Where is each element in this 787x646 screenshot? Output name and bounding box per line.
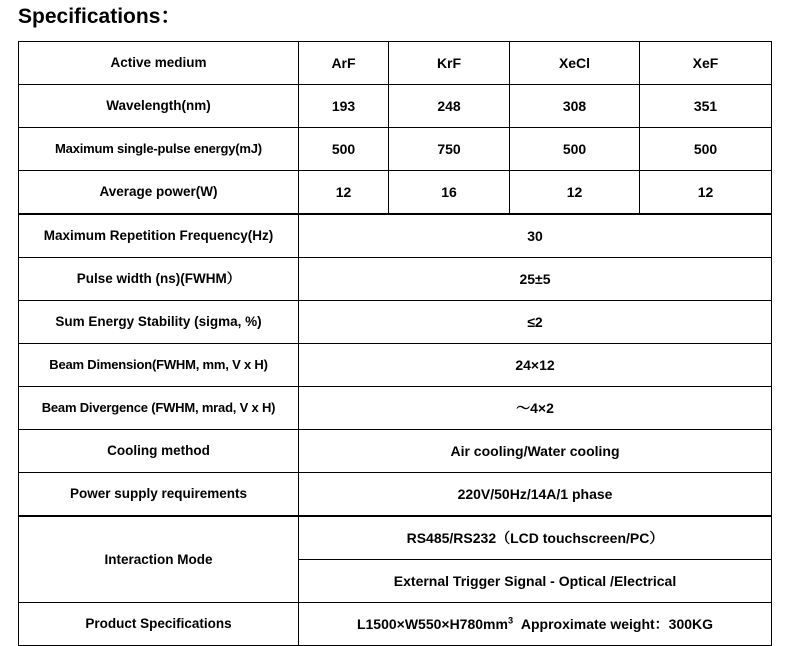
row-label-sum-energy-stability: Sum Energy Stability (sigma, %)	[19, 301, 299, 344]
cell-pulse-width-value: 25±5	[299, 258, 772, 301]
cell-max-repetition-frequency-value: 30	[299, 214, 772, 258]
table-row-power-supply-requirements	[19, 473, 772, 517]
cell-interaction-mode-trigger: External Trigger Signal - Optical /Electrical	[299, 560, 772, 603]
cell-pulse-energy-xecl: 500	[510, 128, 640, 171]
row-label-beam-divergence: Beam Divergence (FWHM, mrad, V x H)	[19, 387, 299, 430]
row-label-product-specifications: Product Specifications	[19, 603, 299, 646]
table-row-active-medium	[19, 42, 772, 85]
cell-average-power-krf: 16	[389, 171, 510, 215]
table-row-product-specifications	[19, 603, 772, 646]
row-label-beam-dimension: Beam Dimension(FWHM, mm, V x H)	[19, 344, 299, 387]
cell-power-supply-requirements-value: 220V/50Hz/14A/1 phase	[299, 473, 772, 517]
cell-pulse-energy-krf: 750	[389, 128, 510, 171]
cell-beam-dimension-value: 24×12	[299, 344, 772, 387]
table-row-sum-energy-stability	[19, 301, 772, 344]
row-label-wavelength: Wavelength(nm)	[19, 85, 299, 128]
specifications-table	[18, 41, 772, 646]
cell-average-power-xecl: 12	[510, 171, 640, 215]
cell-wavelength-arf: 193	[299, 85, 389, 128]
table-row-interaction-mode-line1	[19, 516, 772, 560]
product-dimensions-text: L1500×W550×H780mm	[356, 615, 508, 632]
row-label-pulse-width: Pulse width (ns)(FWHM）	[19, 258, 299, 301]
cell-sum-energy-stability-value: ≤2	[299, 301, 772, 344]
row-label-power-supply-requirements: Power supply requirements	[19, 473, 299, 517]
row-label-average-power: Average power(W)	[19, 171, 299, 215]
page-title: Specifications：	[18, 5, 182, 28]
cell-average-power-xef: 12	[640, 171, 772, 215]
column-header-arf: ArF	[299, 42, 389, 85]
table-row-max-repetition-frequency	[19, 214, 772, 258]
row-label-max-repetition-frequency: Maximum Repetition Frequency(Hz)	[19, 214, 299, 258]
table-row-max-single-pulse-energy	[19, 128, 772, 171]
cell-cooling-method-value: Air cooling/Water cooling	[299, 430, 772, 473]
cell-wavelength-krf: 248	[389, 85, 510, 128]
cell-pulse-energy-xef: 500	[640, 128, 772, 171]
row-label-active-medium: Active medium	[19, 42, 299, 85]
cell-product-specifications-value	[299, 603, 772, 646]
row-label-cooling-method: Cooling method	[19, 430, 299, 473]
product-weight-text: Approximate weight：300KG	[520, 615, 714, 632]
table-row-pulse-width	[19, 258, 772, 301]
column-header-xef: XeF	[640, 42, 772, 85]
product-weight-spacer	[513, 616, 521, 632]
row-label-interaction-mode: Interaction Mode	[19, 516, 299, 603]
column-header-krf: KrF	[389, 42, 510, 85]
cell-wavelength-xef: 351	[640, 85, 772, 128]
cell-average-power-arf: 12	[299, 171, 389, 215]
column-header-xecl: XeCl	[510, 42, 640, 85]
row-label-max-single-pulse-energy: Maximum single-pulse energy(mJ)	[19, 128, 299, 171]
cell-wavelength-xecl: 308	[510, 85, 640, 128]
cell-interaction-mode-serial: RS485/RS232（LCD touchscreen/PC）	[299, 516, 772, 560]
cell-beam-divergence-value: ～4×2	[299, 387, 772, 430]
table-row-beam-divergence	[19, 387, 772, 430]
table-row-beam-dimension	[19, 344, 772, 387]
table-row-wavelength	[19, 85, 772, 128]
cell-pulse-energy-arf: 500	[299, 128, 389, 171]
table-row-cooling-method	[19, 430, 772, 473]
table-row-average-power	[19, 171, 772, 215]
product-dimensions-exponent: 3	[507, 615, 514, 626]
